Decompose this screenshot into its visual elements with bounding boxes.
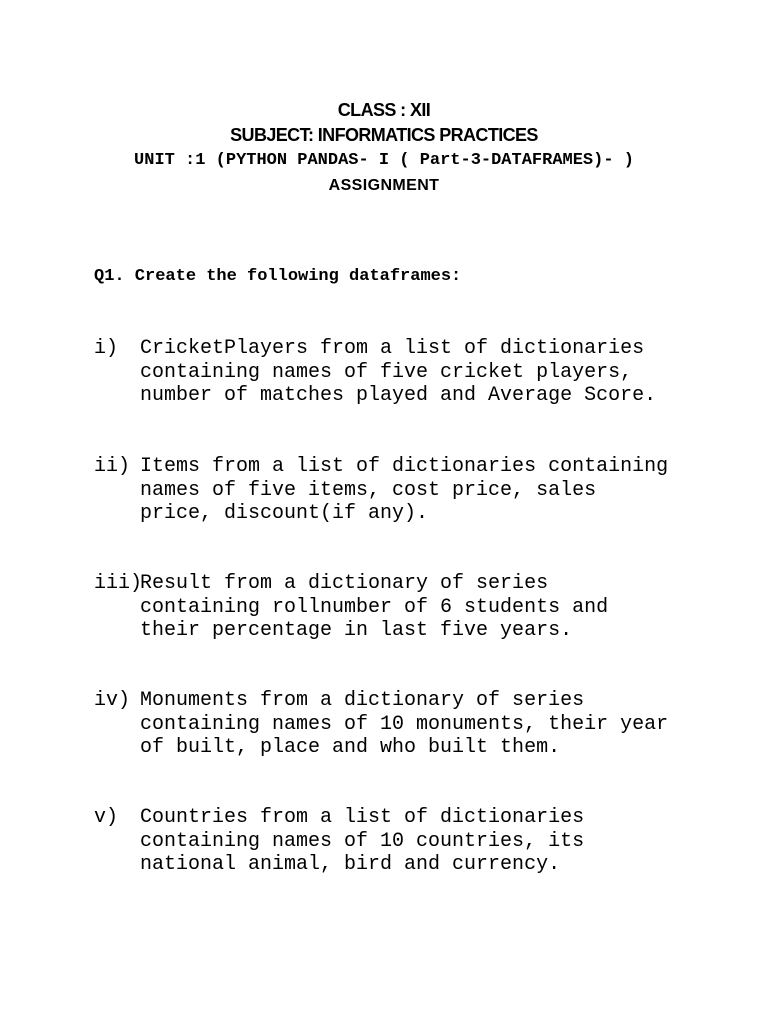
item-marker: i) [94, 337, 119, 360]
unit-line: UNIT :1 (PYTHON PANDAS- I ( Part-3-DATAFRAMES)- ) [134, 151, 634, 170]
item-line: national animal, bird and currency. [140, 853, 561, 876]
item-line: names of five items, cost price, sales [140, 478, 597, 502]
item-line: number of matches played and Average Score. [140, 384, 657, 407]
item-line: Countries from a list of dictionaries [140, 806, 585, 829]
item-line: Result from a dictionary of series [140, 572, 549, 595]
question-item-4 [94, 689, 668, 760]
subject-line: SUBJECT: INFORMATICS PRACTICES [230, 125, 538, 145]
item-marker: iv) [94, 689, 131, 712]
item-marker: ii) [94, 455, 131, 478]
item-line: price, discount(if any). [140, 502, 429, 525]
document-header [0, 98, 768, 198]
question-item-2 [94, 455, 668, 526]
item-marker: v) [94, 806, 119, 829]
item-line: Monuments from a dictionary of series [140, 689, 585, 712]
item-line: containing rollnumber of 6 students and [140, 595, 609, 619]
class-line: CLASS : XII [337, 100, 431, 120]
item-line: containing names of 10 countries, its [140, 829, 585, 853]
question-title: Q1. Create the following dataframes: [94, 267, 462, 286]
assignment-line: ASSIGNMENT [328, 177, 440, 194]
item-line: containing names of 10 monuments, their year [140, 712, 669, 736]
item-line: of built, place and who built them. [140, 736, 561, 759]
item-line: CricketPlayers from a list of dictionaries [140, 337, 645, 360]
question-item-5 [94, 806, 584, 877]
question-item-1 [94, 337, 656, 408]
item-line: containing names of five cricket players, [140, 360, 633, 384]
item-marker: iii) [94, 572, 143, 595]
item-line: Items from a list of dictionaries containing [140, 455, 669, 478]
item-line: their percentage in last five years. [140, 619, 573, 642]
question-item-3 [94, 572, 608, 643]
